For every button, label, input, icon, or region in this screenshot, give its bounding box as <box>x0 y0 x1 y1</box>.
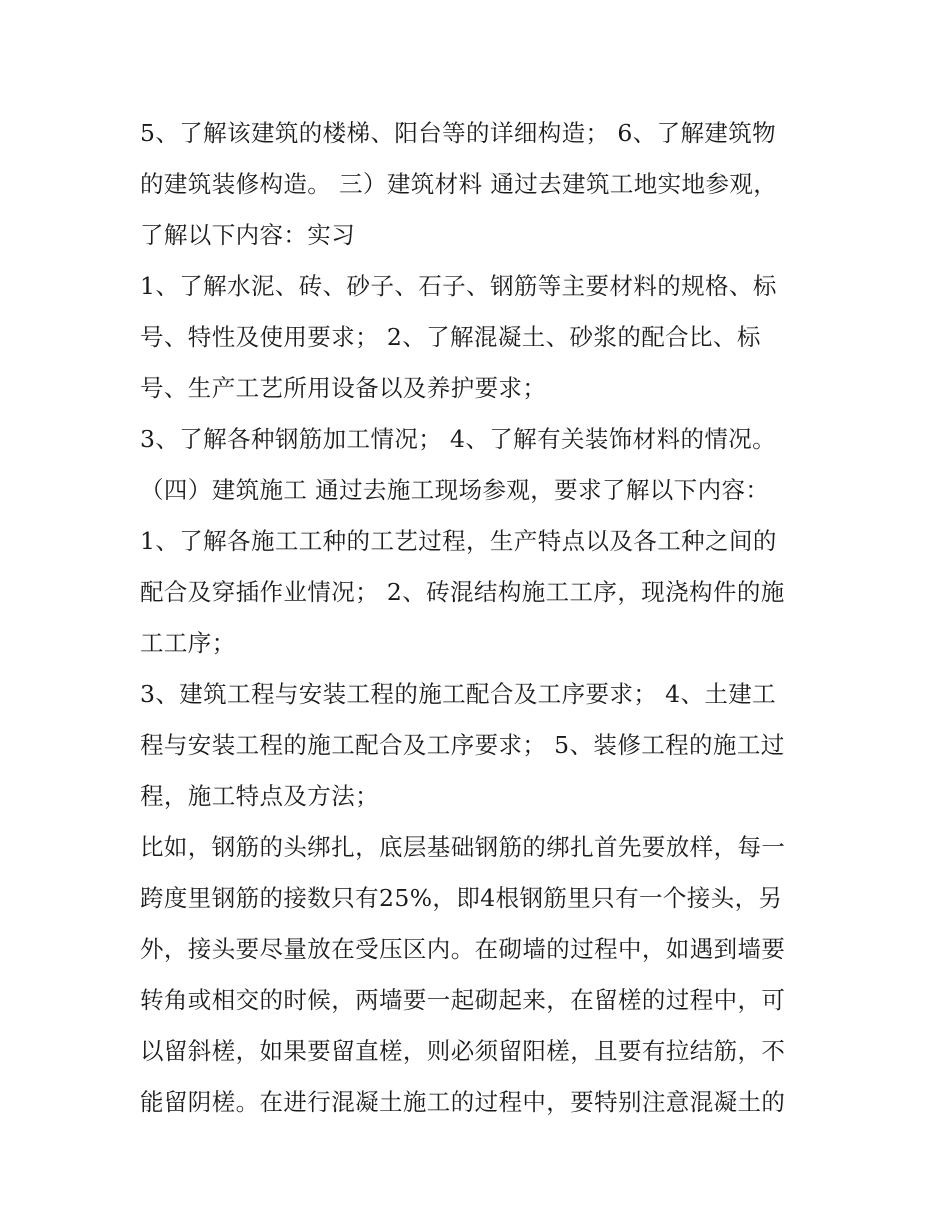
text-line: 3、了解各种钢筋加工情况； 4、了解有关装饰材料的情况。 <box>140 425 777 453</box>
text-line: 能留阴槎。在进行混凝土施工的过程中，要特别注意混凝土的 <box>140 1088 786 1116</box>
text-line: 3、建筑工程与安装工程的施工配合及工序要求； 4、土建工 <box>140 680 777 708</box>
text-line: 的建筑装修构造。 三）建筑材料 通过去建筑工地实地参观， <box>140 170 778 198</box>
text-line: 以留斜槎，如果要留直槎，则必须留阳槎，且要有拉结筋，不 <box>140 1037 786 1065</box>
text-line: 工工序； <box>140 629 236 657</box>
text-line: （四）建筑施工 通过去施工现场参观，要求了解以下内容： <box>140 476 770 504</box>
text-line: 跨度里钢筋的接数只有25%，即4根钢筋里只有一个接头，另 <box>140 884 783 912</box>
text-line: 1、了解各施工工种的工艺过程，生产特点以及各工种之间的 <box>140 527 777 555</box>
text-line: 5、了解该建筑的楼梯、阳台等的详细构造； 6、了解建筑物 <box>140 119 777 147</box>
text-line: 程，施工特点及方法； <box>140 782 379 810</box>
text-line: 配合及穿插作业情况； 2、砖混结构施工工序，现浇构件的施 <box>140 578 785 606</box>
text-line: 转角或相交的时候，两墙要一起砌起来，在留槎的过程中，可 <box>140 986 786 1014</box>
text-line: 外，接头要尽量放在受压区内。在砌墙的过程中，如遇到墙要 <box>140 935 786 963</box>
text-line: 比如，钢筋的头绑扎，底层基础钢筋的绑扎首先要放样，每一 <box>140 833 786 861</box>
text-line: 1、了解水泥、砖、砂子、石子、钢筋等主要材料的规格、标 <box>140 272 777 300</box>
text-line: 号、特性及使用要求； 2、了解混凝土、砂浆的配合比、标 <box>140 323 761 351</box>
text-line: 程与安装工程的施工配合及工序要求； 5、装修工程的施工过 <box>140 731 785 759</box>
text-line: 号、生产工艺所用设备以及养护要求； <box>140 374 547 402</box>
document-body <box>140 108 820 1128</box>
text-line: 了解以下内容：实习 <box>140 221 356 249</box>
